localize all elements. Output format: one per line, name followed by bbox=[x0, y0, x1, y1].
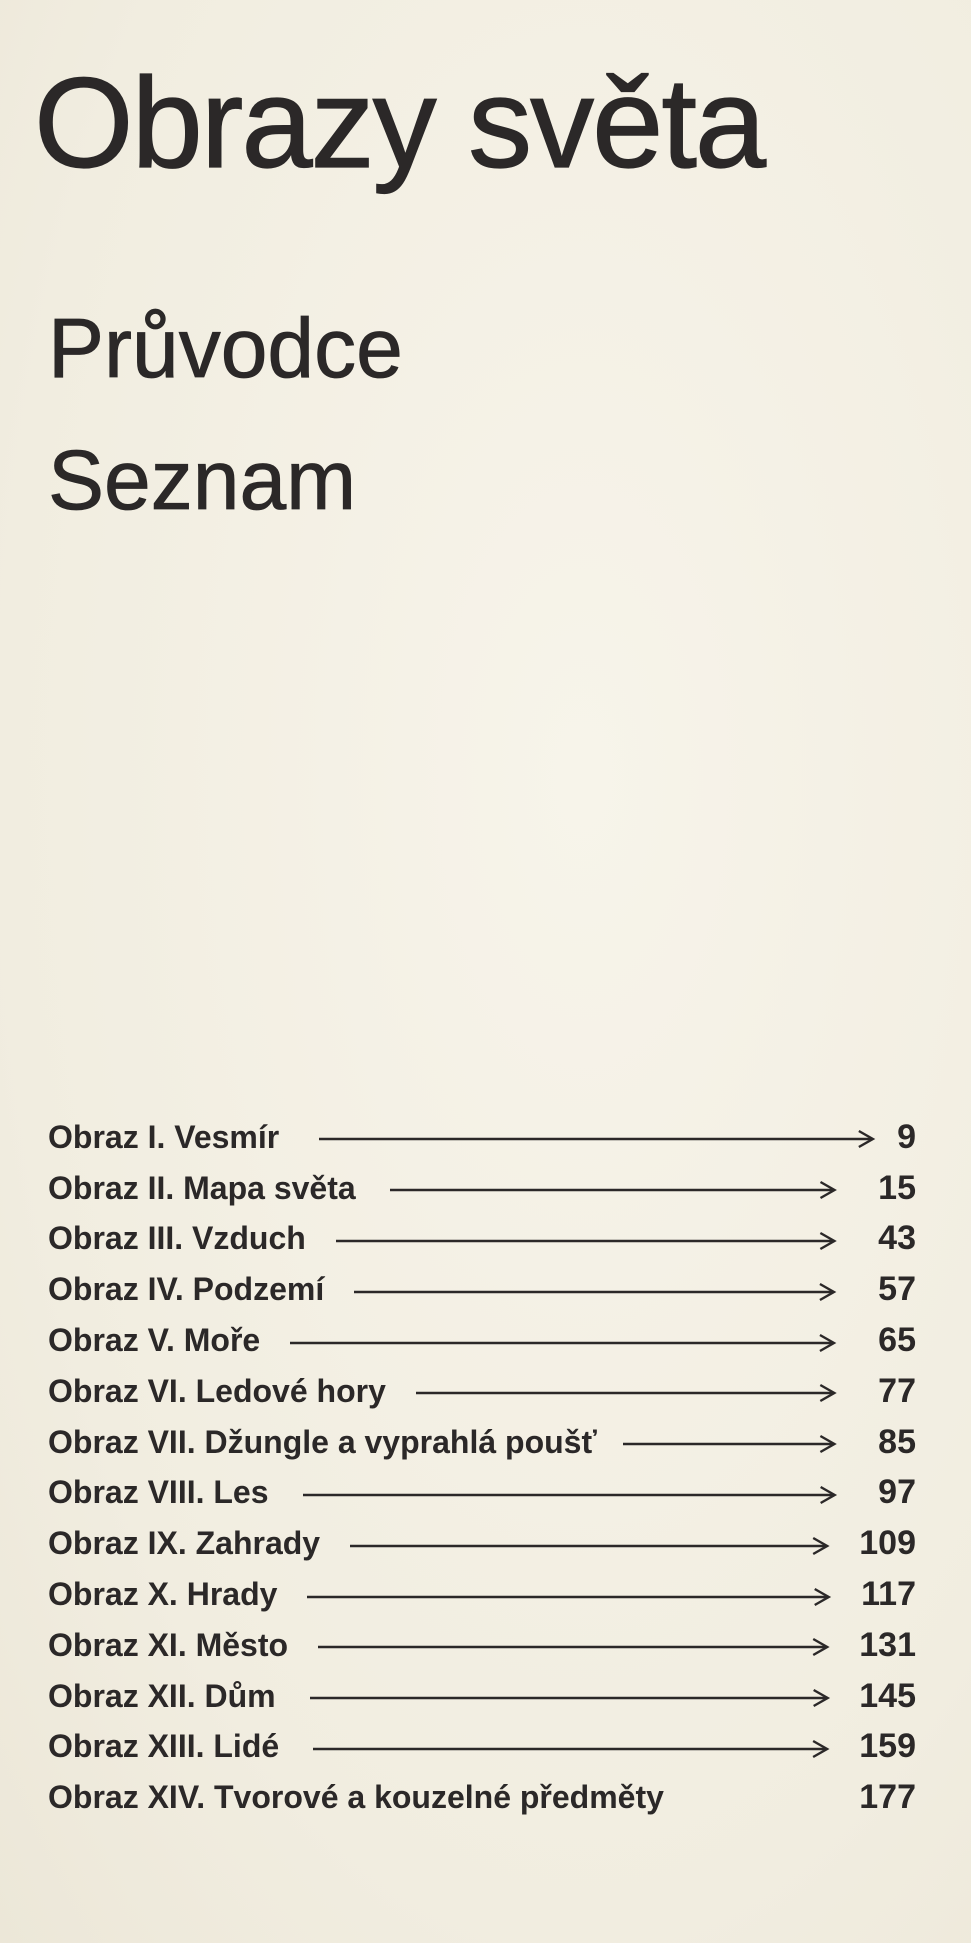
arrow-icon bbox=[303, 1485, 835, 1505]
toc-row[interactable] bbox=[48, 1468, 916, 1519]
toc-row[interactable] bbox=[48, 1163, 916, 1214]
toc-label: Obraz XII. Dům bbox=[48, 1677, 276, 1714]
toc-row[interactable] bbox=[48, 1722, 916, 1773]
toc-label: Obraz VII. Džungle a vyprahlá poušť bbox=[48, 1423, 597, 1460]
arrow-icon bbox=[290, 1333, 834, 1353]
toc-label: Obraz IV. Podzemí bbox=[48, 1271, 325, 1308]
arrow-icon bbox=[313, 1739, 827, 1759]
toc-page-number: 109 bbox=[859, 1524, 916, 1563]
arrow-icon bbox=[310, 1688, 828, 1708]
toc-label: Obraz VIII. Les bbox=[48, 1474, 269, 1511]
toc-page-number: 131 bbox=[859, 1625, 916, 1664]
toc-label: Obraz XIII. Lidé bbox=[48, 1728, 280, 1765]
toc-row[interactable] bbox=[48, 1112, 916, 1163]
toc-row[interactable] bbox=[48, 1620, 916, 1671]
arrow-icon bbox=[307, 1587, 829, 1607]
toc-page-number: 159 bbox=[859, 1727, 916, 1766]
subtitle-guide: Průvodce bbox=[48, 301, 403, 395]
toc-label: Obraz XI. Město bbox=[48, 1626, 289, 1663]
toc-page-number: 65 bbox=[878, 1321, 916, 1360]
toc-label: Obraz III. Vzduch bbox=[48, 1220, 306, 1257]
arrow-icon bbox=[318, 1637, 827, 1657]
toc-label: Obraz IX. Zahrady bbox=[48, 1525, 321, 1562]
toc-row[interactable] bbox=[48, 1569, 916, 1620]
toc-page-number: 85 bbox=[878, 1422, 916, 1461]
arrow-icon bbox=[390, 1180, 835, 1200]
arrow-icon bbox=[350, 1536, 827, 1556]
toc-label: Obraz VI. Ledové hory bbox=[48, 1372, 386, 1409]
toc-row[interactable] bbox=[48, 1417, 916, 1468]
toc-page-number: 145 bbox=[859, 1676, 916, 1715]
subtitle-list: Seznam bbox=[48, 433, 357, 527]
toc-page-number: 97 bbox=[878, 1473, 916, 1512]
toc-row[interactable] bbox=[48, 1772, 916, 1823]
toc-label: Obraz XIV. Tvorové a kouzelné předměty bbox=[48, 1779, 664, 1816]
toc-label: Obraz V. Moře bbox=[48, 1322, 261, 1359]
toc-page-number: 57 bbox=[878, 1270, 916, 1309]
toc-row[interactable] bbox=[48, 1264, 916, 1315]
arrow-icon bbox=[416, 1383, 834, 1403]
toc-page-number: 77 bbox=[878, 1371, 916, 1410]
toc-page-number: 9 bbox=[897, 1117, 916, 1156]
arrow-icon bbox=[354, 1282, 834, 1302]
toc-label: Obraz II. Mapa světa bbox=[48, 1169, 356, 1206]
toc-page-number: 117 bbox=[861, 1575, 916, 1614]
toc-page-number: 177 bbox=[859, 1778, 916, 1817]
toc-page-number: 43 bbox=[878, 1219, 916, 1258]
page-title: Obrazy světa bbox=[34, 52, 765, 195]
arrow-icon bbox=[319, 1129, 873, 1149]
toc-row[interactable] bbox=[48, 1315, 916, 1366]
toc-row[interactable] bbox=[48, 1214, 916, 1265]
toc-page-number: 15 bbox=[878, 1168, 916, 1207]
toc-label: Obraz I. Vesmír bbox=[48, 1118, 280, 1155]
toc-row[interactable] bbox=[48, 1518, 916, 1569]
arrow-icon bbox=[336, 1231, 834, 1251]
table-of-contents bbox=[48, 1112, 916, 1823]
toc-label: Obraz X. Hrady bbox=[48, 1576, 278, 1613]
toc-row[interactable] bbox=[48, 1671, 916, 1722]
arrow-icon bbox=[623, 1434, 834, 1454]
toc-row[interactable] bbox=[48, 1366, 916, 1417]
